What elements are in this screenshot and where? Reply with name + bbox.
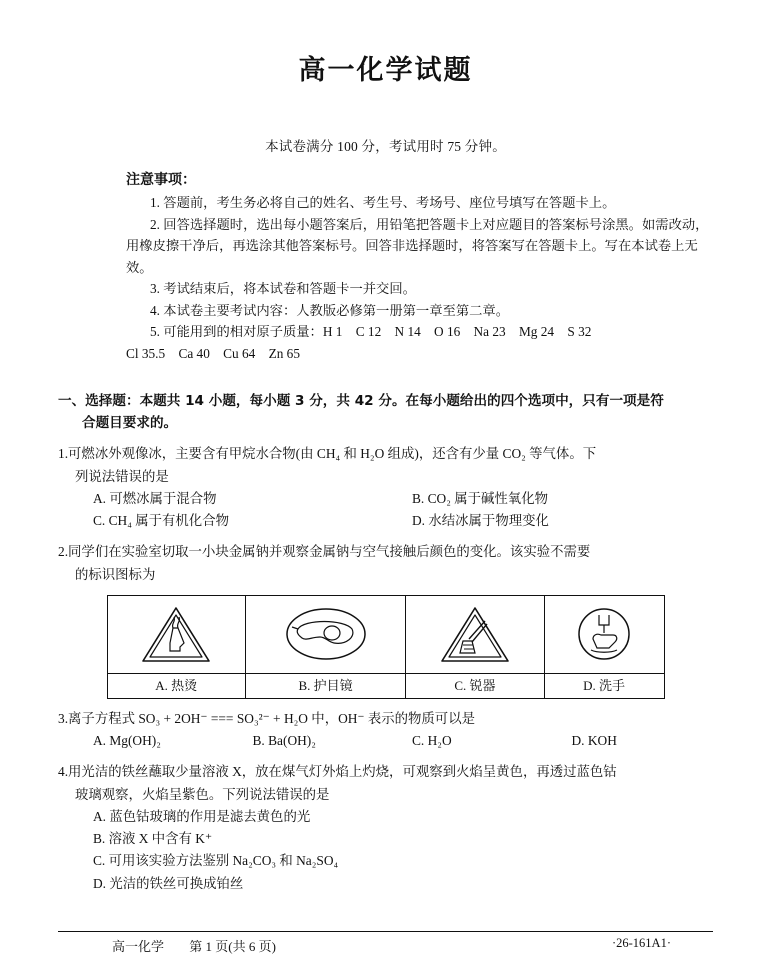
question-3-options: [75, 730, 713, 752]
question-4: [58, 761, 713, 895]
question-1-option-a[interactable]: A. 可燃冰属于混合物: [93, 490, 217, 506]
question-2: [58, 541, 713, 699]
page-footer: [0, 931, 771, 957]
question-4-option-b[interactable]: B. 溶液 X 中含有 K⁺: [93, 831, 213, 847]
sign-label-a[interactable]: A. 热烫: [107, 673, 245, 698]
question-1-option-b[interactable]: B. CO₂ 属于碱性氧化物: [412, 490, 548, 506]
goggles-sign-icon: [245, 595, 405, 673]
question-1-number: 1.: [58, 446, 69, 462]
question-4-stem-line1: 用光洁的铁丝蘸取少量溶液 X，放在煤气灯外焰上灼烧，可观察到火焰呈黄色，再透过蓝色钴: [68, 764, 617, 780]
question-4-number: 4.: [58, 764, 69, 780]
notice-list: [126, 192, 713, 364]
footer-code: ·26-161A1·: [611, 936, 671, 950]
question-3-option-a[interactable]: A. Mg(OH)₂: [93, 733, 161, 749]
sign-label-b[interactable]: B. 护目镜: [245, 673, 405, 698]
question-4-option-d[interactable]: D. 光洁的铁丝可换成铂丝: [93, 875, 244, 891]
question-1-option-d[interactable]: D. 水结冰属于物理变化: [412, 513, 549, 529]
question-4-stem-line2: 玻璃观察，火焰呈紫色。下列说法错误的是: [75, 786, 330, 802]
notice-item: 3. 考试结束后，将本试卷和答题卡一并交回。: [150, 281, 416, 297]
exam-page: [0, 48, 771, 971]
question-2-stem-line1: 同学们在实验室切取一小块金属钠并观察金属钠与空气接触后颜色的变化。该实验不需要: [68, 544, 591, 560]
section-text-2: 合题目要求的。: [82, 415, 178, 432]
section-label: 一、选择题：: [58, 393, 140, 410]
question-1-stem: [58, 443, 713, 465]
section-heading: [58, 390, 713, 434]
page-title: 高一化学试题: [298, 55, 473, 86]
question-3-number: 3.: [58, 710, 69, 726]
question-3-stem-line1: 离子方程式 SO₃ + 2OH⁻ === SO₃²⁻ + H₂O 中，OH⁻ 表示的物质可以是: [68, 710, 475, 726]
notice-item: 2. 回答选择题时，选出每小题答案后，用铅笔把答题卡上对应题目的答案标号涂黑。如需改动，用橡皮擦干净后，再选涂其他答案标号。回答非选择题时，将答案写在答题卡上。写在本试卷上无效。: [126, 216, 709, 275]
question-1-option-c[interactable]: C. CH₄ 属于有机化合物: [93, 513, 229, 529]
notice-item: 1. 答题前，考生务必将自己的姓名、考生号、考场号、座位号填写在答题卡上。: [150, 195, 616, 210]
exam-meta: 本试卷满分 100 分，考试用时 75 分钟。: [265, 139, 506, 154]
safety-sign-table: [107, 595, 665, 699]
footer-subject: 高一化学: [112, 939, 165, 954]
question-3-option-c[interactable]: C. H₂O: [412, 733, 452, 749]
question-1-options: [75, 488, 713, 510]
notice-heading: 注意事项：: [126, 172, 196, 188]
question-3: [58, 708, 713, 753]
section-text: 本题共 14 小题，每小题 3 分，共 42 分。在每小题给出的四个选项中，只有一项是符: [139, 393, 664, 410]
sign-label-c[interactable]: C. 锐器: [406, 673, 544, 698]
sharp-object-sign-icon: [406, 595, 544, 673]
footer-left: [112, 936, 276, 955]
notice-item: 5. 可能用到的相对原子质量：H 1 C 12 N 14 O 16 Na 23 Mg 24 S 32: [150, 324, 592, 340]
question-3-option-b[interactable]: B. Ba(OH)₂: [252, 733, 316, 749]
notice-item-continued: Cl 35.5 Ca 40 Cu 64 Zn 65: [126, 345, 300, 361]
question-2-number: 2.: [58, 544, 69, 560]
question-1-stem-line2: 列说法错误的是: [75, 468, 169, 484]
question-4-option-c[interactable]: C. 可用该实验方法鉴别 Na₂CO₃ 和 Na₂SO₄: [93, 853, 339, 869]
question-3-option-d[interactable]: D. KOH: [571, 733, 617, 749]
question-1-options-row2: [75, 510, 713, 532]
question-2-stem-line2: 的标识图标为: [75, 566, 156, 582]
question-3-stem: [58, 708, 713, 730]
footer-divider: [58, 931, 713, 932]
question-4-stem: [58, 761, 713, 783]
hot-surface-sign-icon: [107, 595, 245, 673]
question-2-stem: [58, 541, 713, 563]
question-4-option-a[interactable]: A. 蓝色钴玻璃的作用是滤去黄色的光: [93, 808, 311, 824]
notice-item: 4. 本试卷主要考试内容：人教版必修第一册第一章至第二章。: [150, 302, 510, 318]
wash-hands-sign-icon: [544, 595, 664, 673]
footer-page-number: 第 1 页(共 6 页): [189, 939, 276, 954]
question-1-stem-line1: 可燃冰外观像冰，主要含有甲烷水合物(由 CH₄ 和 H₂O 组成)，还含有少量 CO₂ 等气体。下: [68, 446, 597, 462]
question-1: [58, 443, 713, 532]
sign-label-d[interactable]: D. 洗手: [544, 673, 664, 698]
